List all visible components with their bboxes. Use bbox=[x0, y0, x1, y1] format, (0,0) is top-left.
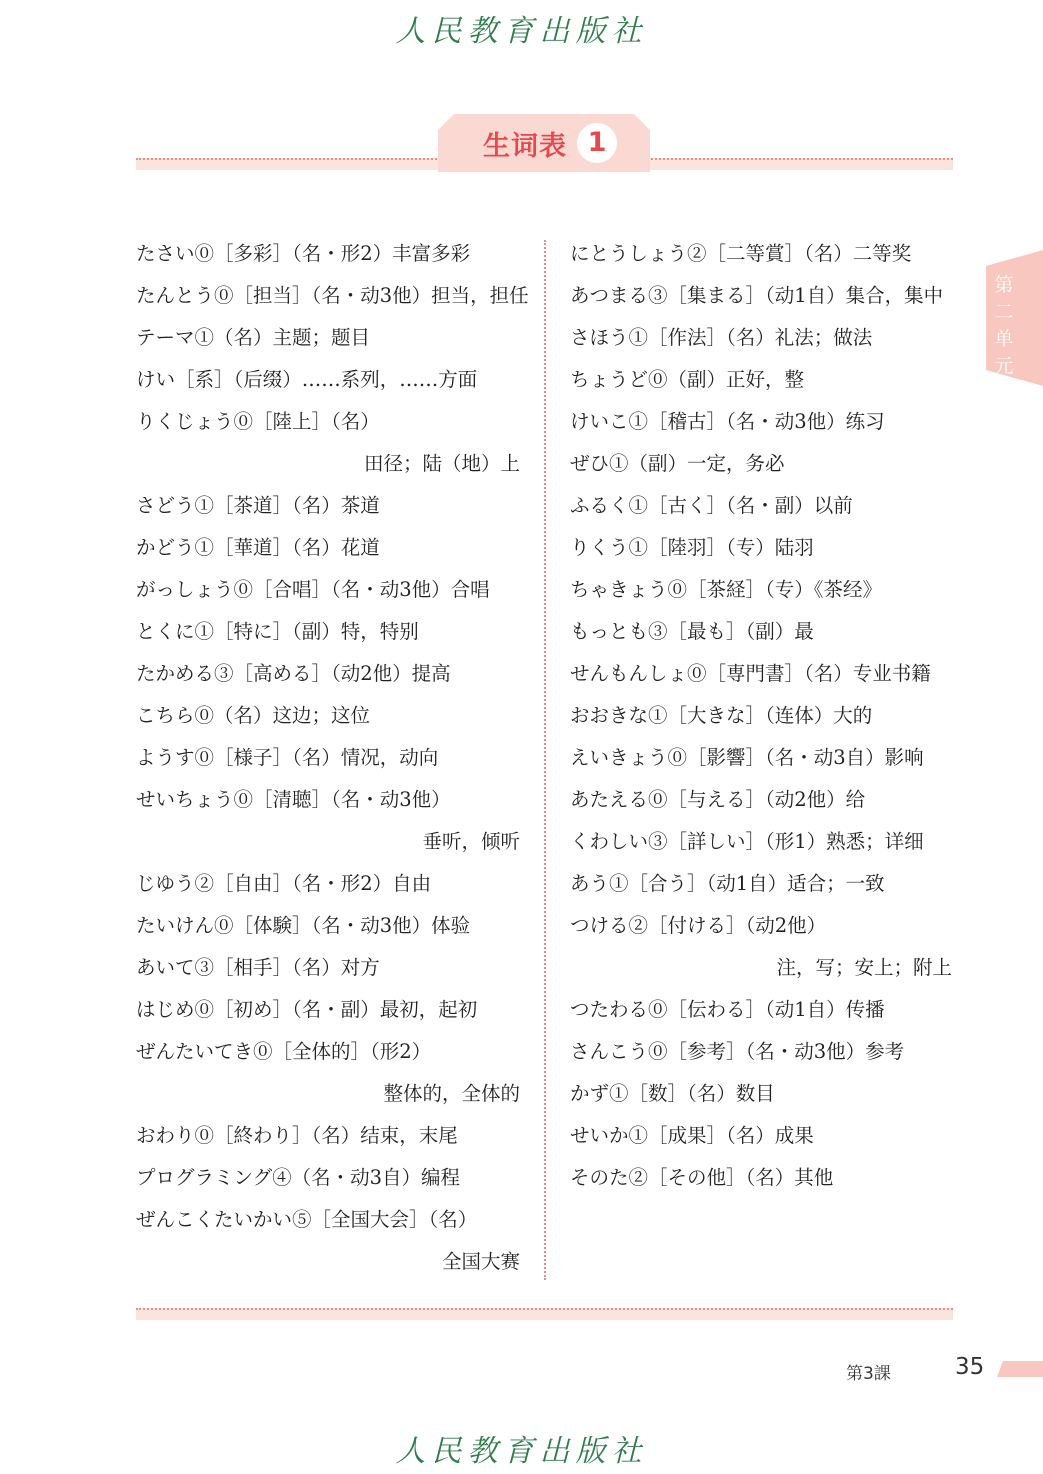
vocab-entry: えいきょう⓪［影響］（名・动3自）影响 bbox=[570, 746, 924, 769]
page-title: 生词表 bbox=[483, 131, 567, 162]
publisher-watermark-bottom: 人民教育出版社 bbox=[395, 1434, 648, 1469]
vocab-entry: かどう①［華道］（名）花道 bbox=[136, 536, 380, 559]
page-number: 35 bbox=[955, 1354, 985, 1380]
vocab-entry-continuation: 垂听，倾听 bbox=[422, 830, 520, 853]
vocab-entry: じゆう②［自由］（名・形2）自由 bbox=[136, 872, 432, 895]
vocab-entry: こちら⓪（名）这边；这位 bbox=[136, 704, 371, 727]
vocab-entry: ちゃきょう⓪［茶経］（专）《茶经》 bbox=[570, 578, 883, 601]
vocab-entry: りくじょう⓪［陸上］（名） bbox=[136, 410, 380, 433]
vocab-entry-continuation: 全国大赛 bbox=[441, 1250, 520, 1273]
vocab-entry: プログラミング④（名・动3自）编程 bbox=[136, 1166, 461, 1189]
vocab-entry: せいちょう⓪［清聴］（名・动3他） bbox=[136, 788, 451, 811]
vocab-entry: ふるく①［古く］（名・副）以前 bbox=[570, 494, 853, 517]
vocab-entry: つける②［付ける］（动2他） bbox=[570, 914, 827, 937]
footer-accent-bar bbox=[997, 1361, 1043, 1377]
vocab-entry: そのた②［その他］（名）其他 bbox=[570, 1166, 834, 1189]
vocab-entry: たかめる③［高める］（动2他）提高 bbox=[136, 662, 451, 685]
vocab-entry: がっしょう⓪［合唱］（名・动3他）合唱 bbox=[136, 578, 490, 601]
unit-tab-char: 第 bbox=[994, 274, 1014, 296]
vocab-entry: テーマ①（名）主题；题目 bbox=[136, 326, 371, 349]
unit-side-tab-label bbox=[994, 272, 1014, 380]
vocab-entry: もっとも③［最も］（副）最 bbox=[570, 620, 814, 643]
vocab-entry: さほう①［作法］（名）礼法；做法 bbox=[570, 326, 873, 349]
vocab-entry: さんこう⓪［参考］（名・动3他）参考 bbox=[570, 1040, 905, 1063]
vocab-entry-continuation: 田径；陆（地）上 bbox=[363, 452, 520, 475]
vocab-entry: あいて③［相手］（名）对方 bbox=[136, 956, 380, 979]
vocab-entry: せいか①［成果］（名）成果 bbox=[570, 1124, 814, 1147]
vocab-entry: たいけん⓪［体験］（名・动3他）体验 bbox=[136, 914, 471, 937]
vocab-column-left bbox=[136, 233, 529, 1283]
vocab-entry: とくに①［特に］（副）特，特别 bbox=[136, 620, 419, 643]
vocab-entry-continuation: 注，写；安上；附上 bbox=[776, 956, 952, 979]
vocab-entry: たんとう⓪［担当］（名・动3他）担当，担任 bbox=[136, 284, 529, 307]
vocab-entry: あたえる⓪［与える］（动2他）给 bbox=[570, 788, 866, 811]
vocab-entry: けい［系］（后缀）……系列，……方面 bbox=[136, 368, 478, 391]
title-number-badge: 1 bbox=[577, 123, 617, 163]
vocab-entry: せんもんしょ⓪［専門書］（名）专业书籍 bbox=[570, 662, 931, 685]
vocab-entry: あう①［合う］（动1自）适合；一致 bbox=[570, 872, 885, 895]
footer-lesson-label: 第3課 bbox=[846, 1364, 891, 1384]
vocab-entry: あつまる③［集まる］（动1自）集合，集中 bbox=[570, 284, 944, 307]
unit-tab-char: 二 bbox=[994, 301, 1014, 323]
vocab-entry: さどう①［茶道］（名）茶道 bbox=[136, 494, 380, 517]
vocab-entry: けいこ①［稽古］（名・动3他）练习 bbox=[570, 410, 885, 433]
vocab-entry: かず①［数］（名）数目 bbox=[570, 1082, 775, 1105]
vocab-entry: たさい⓪［多彩］（名・形2）丰富多彩 bbox=[136, 242, 471, 265]
vocab-entry: ようす⓪［様子］（名）情况，动向 bbox=[136, 746, 439, 769]
vocab-entry: ちょうど⓪（副）正好，整 bbox=[570, 368, 805, 391]
vocab-entry: にとうしょう②［二等賞］（名）二等奖 bbox=[570, 242, 912, 265]
vocab-entry: くわしい③［詳しい］（形1）熟悉；详细 bbox=[570, 830, 924, 853]
vocab-entry: ぜんこくたいかい⑤［全国大会］（名） bbox=[136, 1208, 478, 1231]
publisher-watermark-top: 人民教育出版社 bbox=[395, 14, 648, 49]
vocab-entry: りくう①［陸羽］（专）陆羽 bbox=[570, 536, 814, 559]
vocab-entry: ぜんたいてき⓪［全体的］（形2） bbox=[136, 1040, 432, 1063]
footer-divider-band bbox=[136, 1308, 953, 1320]
unit-tab-char: 单 bbox=[994, 328, 1014, 350]
vocab-column-right bbox=[570, 233, 952, 1199]
vocab-entry: おおきな①［大きな］（连体）大的 bbox=[570, 704, 873, 727]
column-divider bbox=[544, 240, 546, 1280]
vocab-entry: つたわる⓪［伝わる］（动1自）传播 bbox=[570, 998, 885, 1021]
vocab-entry-continuation: 整体的，全体的 bbox=[383, 1082, 520, 1105]
vocab-entry: はじめ⓪［初め］（名・副）最初，起初 bbox=[136, 998, 478, 1021]
unit-tab-char: 元 bbox=[994, 355, 1014, 377]
vocab-entry: おわり⓪［終わり］（名）结束，末尾 bbox=[136, 1124, 458, 1147]
vocab-entry: ぜひ①（副）一定，务必 bbox=[570, 452, 785, 475]
